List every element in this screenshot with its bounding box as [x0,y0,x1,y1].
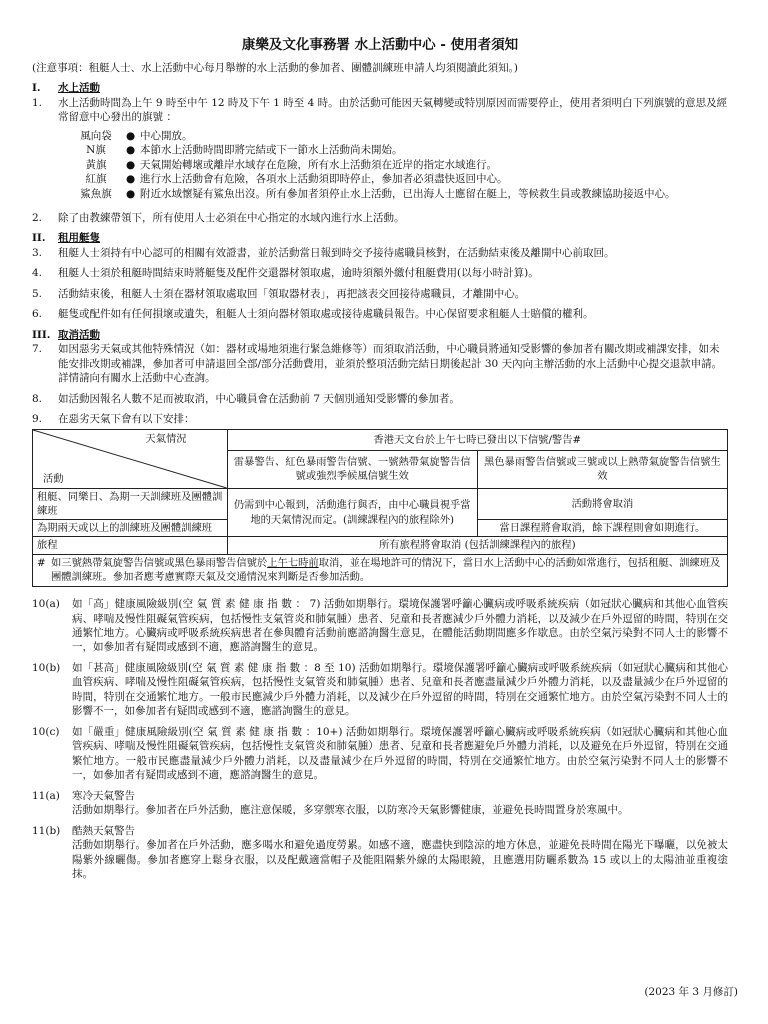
clause-text: 除了由教練帶領下，所有使用人士必須在中心指定的水域內進行水上活動。 [58,211,405,224]
corner-label-weather: 天氣情況 [145,432,187,445]
flag-name: 紅旗 [85,173,107,186]
clause-number: 1. [32,96,43,109]
table-row-label: 旅程 [33,537,228,554]
footnote-text-post: 取消，並在場地許可的情況下，當日水上活動中心的活動如常進行，包括租艇、訓練班及團體訓練班。參加者應考慮實際天氣及交通情況來判斷是否參加活動。 [51,556,721,583]
bullet-icon: ● [126,158,136,171]
clause-number: 7. [32,343,43,356]
flag-name: 風向袋 [80,129,112,142]
clause-11a [32,789,728,818]
clause-number: 10(b) [32,661,61,674]
clause-10c [32,725,728,783]
clause-text: 艇隻或配件如有任何損壞或遺失，租艇人士須向器材領取處或接待處職員報告。中心保留要求租艇人士賠償的權利。 [58,308,594,321]
clause-text: 如「嚴重」健康風險級別(空 氣 質 素 健 康 指 數 ：10+) 活動如期舉行。環境保護署呼籲心臟病或呼吸系統疾病（如冠狀心臟病和其他心血管疾病、哮喘及慢性阻礙氣管疾病，包括慢性支氣管炎和肺氣腫）患者、兒童和長者應避免戶外體力消耗，以及避免在戶外逗留，特別在交通繁忙地方。一般市民應盡量減少戶外體力消耗，以及盡量減少在戶外逗留的時間，特別在交通繁忙地方。由於空氣污染對不同人士的影響不一，如參加者有疑問或感到不適，應諮詢醫生的意見。 [72,725,728,782]
clause-6 [32,307,728,321]
table-cell: 活動將會取消 [477,488,727,519]
revision-date: (2023 年 3 月修訂) [644,986,738,998]
section-title: 取消活動 [58,328,100,341]
page-title: 康樂及文化事務署 水上活動中心 - 使用者須知 [241,37,519,53]
table-cell: 當日課程將會取消，餘下課程則會如期進行。 [477,520,727,537]
notice-text: (注意事項：租艇人士、水上活動中心每月舉辦的水上活動的參加者、團體訓練班申請人均須閱讀此須知。) [32,61,518,74]
section-number: II. [32,232,46,245]
clause-4 [32,266,728,280]
clause-11b [32,824,728,882]
clause-10a [32,597,728,655]
footnote-text-pre: 如三號熱帶氣旋警告信號或黑色暴雨警告信號於 [51,556,268,569]
clause-number: 4. [32,267,43,280]
flag-description: 中心開放。 [140,129,193,142]
clause-7 [32,342,728,385]
clause-text: 活動如期舉行。參加者在戶外活動，應多喝水和避免過度勞累。如感不適，應盡快到陰涼的地方休息，並避免長時間在陽光下曝曬，以免被太陽紫外線曬傷。參加者應穿上鬆身衣服，以及配戴適當帽子及能阻隔紫外線的太陽眼鏡，且應選用防曬系數為 15 或以上的太陽油並重複塗抹。 [72,839,728,881]
bullet-icon: ● [126,144,136,157]
clause-text: 如「高」健康風險級別(空 氣 質 素 健 康 指 數 ： 7) 活動如期舉行。環境保護署呼籲心臟病或呼吸系統疾病（如冠狀心臟病和其他心血管疾病、哮喘及慢性阻礙氣管疾病，包括慢性支氣管炎和肺氣腫）患者、兒童和長者應減少戶外體力消耗，以及減少在戶外逗留的時間，特別在交通繁忙地方。心臟病或呼吸系統疾病患者在參與體育活動前應諮詢醫生意見，在體能活動期間應多作歇息。由於空氣污染對不同人士的影響不一，如參加者有疑問或感到不適，應諮詢醫生的意見。 [72,598,728,654]
clause-2 [32,211,728,225]
flag-description: 附近水域懷疑有鯊魚出沒。所有參加者須停止水上活動，已出海人士應留在艇上，等候救生員或教練協助接返中心。 [140,187,676,200]
flag-item [66,158,728,172]
clause-10b [32,661,728,719]
clause-number: 11(b) [32,824,61,837]
clause-text: 如因惡劣天氣或其他特殊情況（如：器材或場地須進行緊急維修等）而須取消活動，中心職員將通知受影響的參加者有關改期或補課安排，如未能安排改期或補課，參加者可申請退回全部/部分活動費用，並須於整項活動完結日期後起計 30 天內向主辦活動的水上活動中心提交退款申請。詳情請向有關水上活動中心查詢。 [58,343,723,385]
clause-text: 活動如期舉行。參加者在戶外活動，應注意保暖，多穿禦寒衣服，以防寒冷天氣影響健康，並避免長時間置身於寒風中。 [72,804,629,817]
corner-label-activity: 活動 [43,472,64,485]
footnote-mark: # [37,556,46,569]
clause-text: 如活動因報名人數不足而被取消，中心職員會在活動前 7 天個別通知受影響的參加者。 [58,392,460,405]
table-corner-cell [33,429,228,488]
bullet-icon: ● [126,173,136,186]
clause-8 [32,392,728,406]
clause-number: 2. [32,211,43,224]
flag-list [66,129,728,201]
flag-description: 天氣開始轉壞或離岸水域存在危險，所有水上活動須在近岸的指定水域進行。 [140,158,497,171]
flag-item [66,172,728,186]
clause-text: 水上活動時間為上午 9 時至中午 12 時及下午 1 時至 4 時。由於活動可能因天氣轉變或特別原因而需要停止，使用者須明白下列旗號的意思及經常留意中心發出的旗號 ： [58,96,728,124]
clause-number: 9. [32,413,43,426]
footnote-text [51,556,723,584]
table-group-header: 香港天文台於上午七時已發出以下信號/警告# [227,429,727,450]
clause-text: 租艇人士須持有中心認可的相關有效證書，並於活動當日報到時交予接待處職員核對，在活動結束後及離開中心前取回。 [58,246,615,259]
clause-number: 10(a) [32,598,60,611]
clause-number: 6. [32,308,43,321]
section-title: 水上活動 [58,82,100,95]
bullet-icon: ● [126,187,136,200]
bullet-icon: ● [126,129,136,142]
table-row-label: 租艇、同樂日、為期一天訓練班及團體訓練班 [33,488,228,519]
flag-item [66,187,728,201]
flag-name: 黃旗 [85,158,107,171]
flag-item [66,143,728,157]
section-heading-boat-rental [32,231,728,245]
clause-1 [32,96,728,205]
flag-item [66,129,728,143]
clause-3 [32,246,728,260]
clause-number: 8. [32,392,43,405]
clause-9 [32,412,728,426]
clause-text: 活動結束後，租艇人士須在器材領取處取回「領取器材表」，再把該表交回接待處職員，才離開中心。 [58,287,526,300]
flag-description: 本節水上活動時間即將完結或下一節水上活動尚未開始。 [140,144,403,157]
table-row-label: 為期兩天或以上的訓練班及團體訓練班 [33,520,228,537]
clause-subtitle: 酷熱天氣警告 [72,824,135,837]
section-heading-water-activities [32,81,728,95]
section-title: 租用艇隻 [58,232,100,245]
flag-name: 鯊魚旗 [80,187,112,200]
clause-number: 11(a) [32,789,60,802]
clause-5 [32,287,728,301]
clause-text: 在惡劣天氣下會有以下安排： [58,413,195,426]
table-cell: 所有旅程將會取消 (包括訓練課程內的旅程) [227,537,727,554]
weather-arrangement-table [32,429,728,555]
clause-number: 5. [32,287,43,300]
flag-description: 進行水上活動會有危險，各項水上活動須即時停止，參加者必須盡快返回中心。 [140,173,508,186]
table-column-header: 雷暴警告、紅色暴雨警告信號、一號熱帶氣旋警告信號或強烈季候風信號生效 [227,450,477,488]
section-number: I. [32,82,41,95]
clause-number: 10(c) [32,725,60,738]
clause-subtitle: 寒冷天氣警告 [72,789,135,802]
footnote-text-underlined: 上午七時前 [267,556,319,569]
table-column-header: 黑色暴雨警告信號或三號或以上熱帶氣旋警告信號生效 [477,450,727,488]
clause-text: 如「甚高」健康風險級別(空 氣 質 素 健 康 指 數 ：8 至 10) 活動如期舉行。環境保護署呼籲心臟病或呼吸系統疾病（如冠狀心臟病和其他心血管疾病、哮喘及慢性阻礙氣管疾病，包括慢性支氣管炎和肺氣腫）患者、兒童和長者應盡量減少戶外體力消耗，以及盡量減少在戶外逗留的時間，特別在交通繁忙地方。一般市民應減少戶外體力消耗，以及減少在戶外逗留的時間，特別在交通繁忙地方。由於空氣污染對不同人士的影響不一，如參加者有疑問或感到不適，應諮詢醫生的意見。 [72,661,728,718]
flag-name: N旗 [86,144,106,157]
table-footnote [32,555,728,587]
clause-text: 租艇人士須於租艇時間結束時將艇隻及配件交還器材領取處，逾時須額外繳付租艇費用(以每小時計算)。 [58,267,539,280]
table-cell-merged: 仍需到中心報到，活動進行與否，由中心職員視乎當地的天氣情況而定。(訓練課程內的旅程除外) [227,488,477,537]
clause-number: 3. [32,246,43,259]
section-heading-cancellation [32,328,728,342]
section-number: III. [32,328,51,341]
